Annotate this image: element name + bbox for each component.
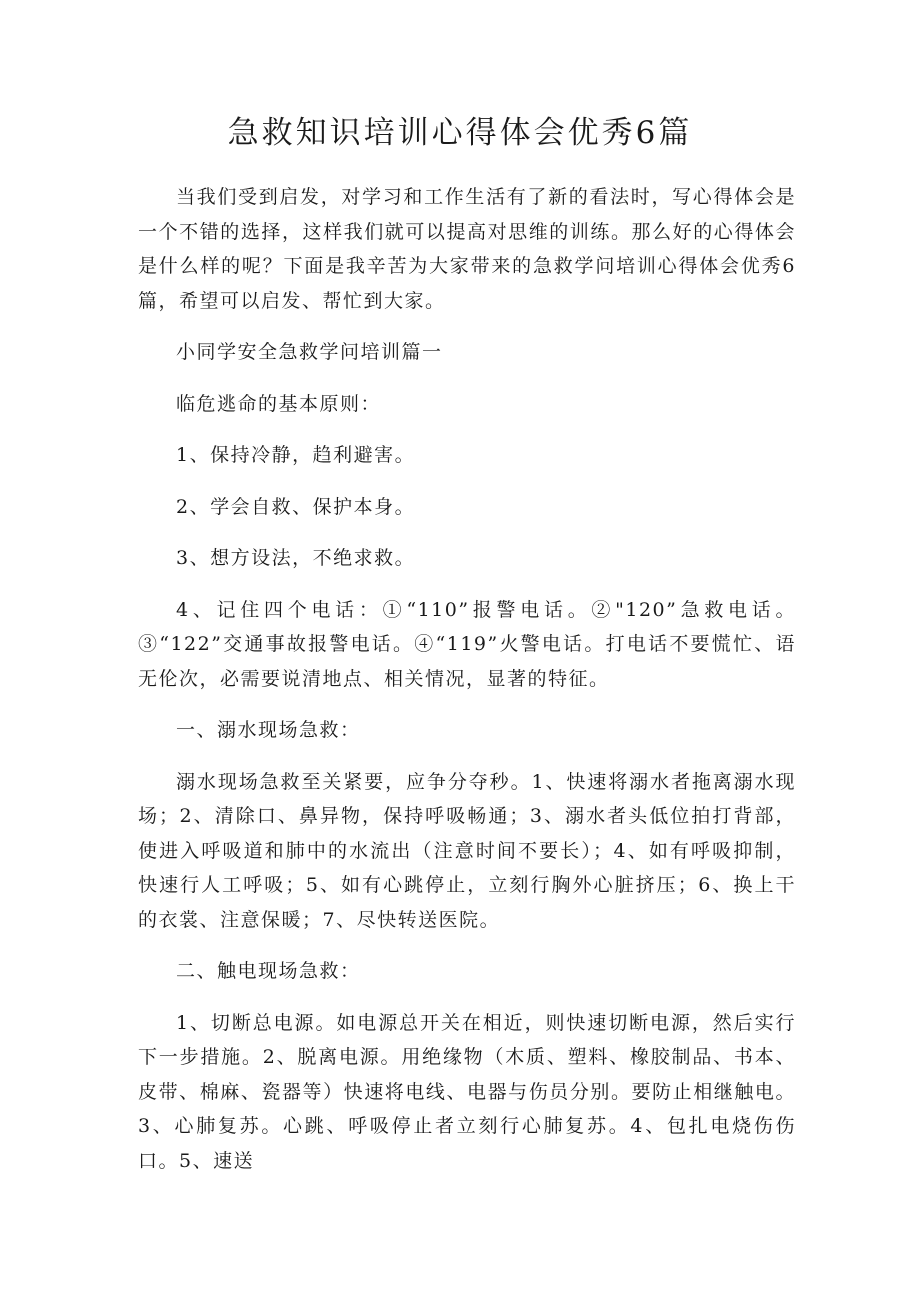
principle-item-3: 3、想方设法，不绝求救。	[176, 547, 416, 569]
principle-item-1: 1、保持冷静，趋利避害。	[176, 444, 416, 466]
principles-heading: 临危逃命的基本原则：	[176, 392, 382, 415]
principle-item-4: 4、记住四个电话：①“110”报警电话。②"120”急救电话。③“122”交通事故报警电话。④“119”火警电话。打电话不要慌忙、语无伦次，必需要说清地点、相关情况，显著的特征。	[138, 598, 796, 690]
electric-shock-paragraph: 1、切断总电源。如电源总开关在相近，则快速切断电源，然后实行下一步措施。2、脱离电源。用绝缘物（木质、塑料、橡胶制品、书本、皮带、棉麻、瓷器等）快速将电线、电器与伤员分别。要防止相继触电。3、心肺复苏。心跳、呼吸停止者立刻行心肺复苏。4、包扎电烧伤伤口。5、速送	[138, 1011, 796, 1172]
principle-item-2: 2、学会自救、保护本身。	[176, 495, 416, 518]
section-heading-part-one: 小同学安全急救学问培训篇一	[176, 341, 443, 363]
drowning-paragraph: 溺水现场急救至关紧要，应争分夺秒。1、快速将溺水者拖离溺水现场；2、清除口、鼻异物，保持呼吸畅通；3、溺水者头低位拍打背部，使进入呼吸道和肺中的水流出（注意时间不要长）；4、如有呼吸抑制，快速行人工呼吸；5、如有心跳停止，立刻行胸外心脏挤压；6、换上干的衣裳、注意保暖；7、尽快转送医院。	[138, 770, 796, 931]
document-title: 急救知识培训心得体会优秀6篇	[227, 115, 693, 151]
electric-shock-heading: 二、触电现场急救：	[176, 960, 361, 982]
drowning-heading: 一、溺水现场急救：	[176, 719, 361, 741]
intro-paragraph: 当我们受到启发，对学习和工作生活有了新的看法时，写心得体会是一个不错的选择，这样我们就可以提高对思维的训练。那么好的心得体会是什么样的呢？下面是我辛苦为大家带来的急救学问培训心得体会优秀6篇，希望可以启发、帮忙到大家。	[138, 186, 796, 312]
document-body	[138, 180, 796, 1178]
